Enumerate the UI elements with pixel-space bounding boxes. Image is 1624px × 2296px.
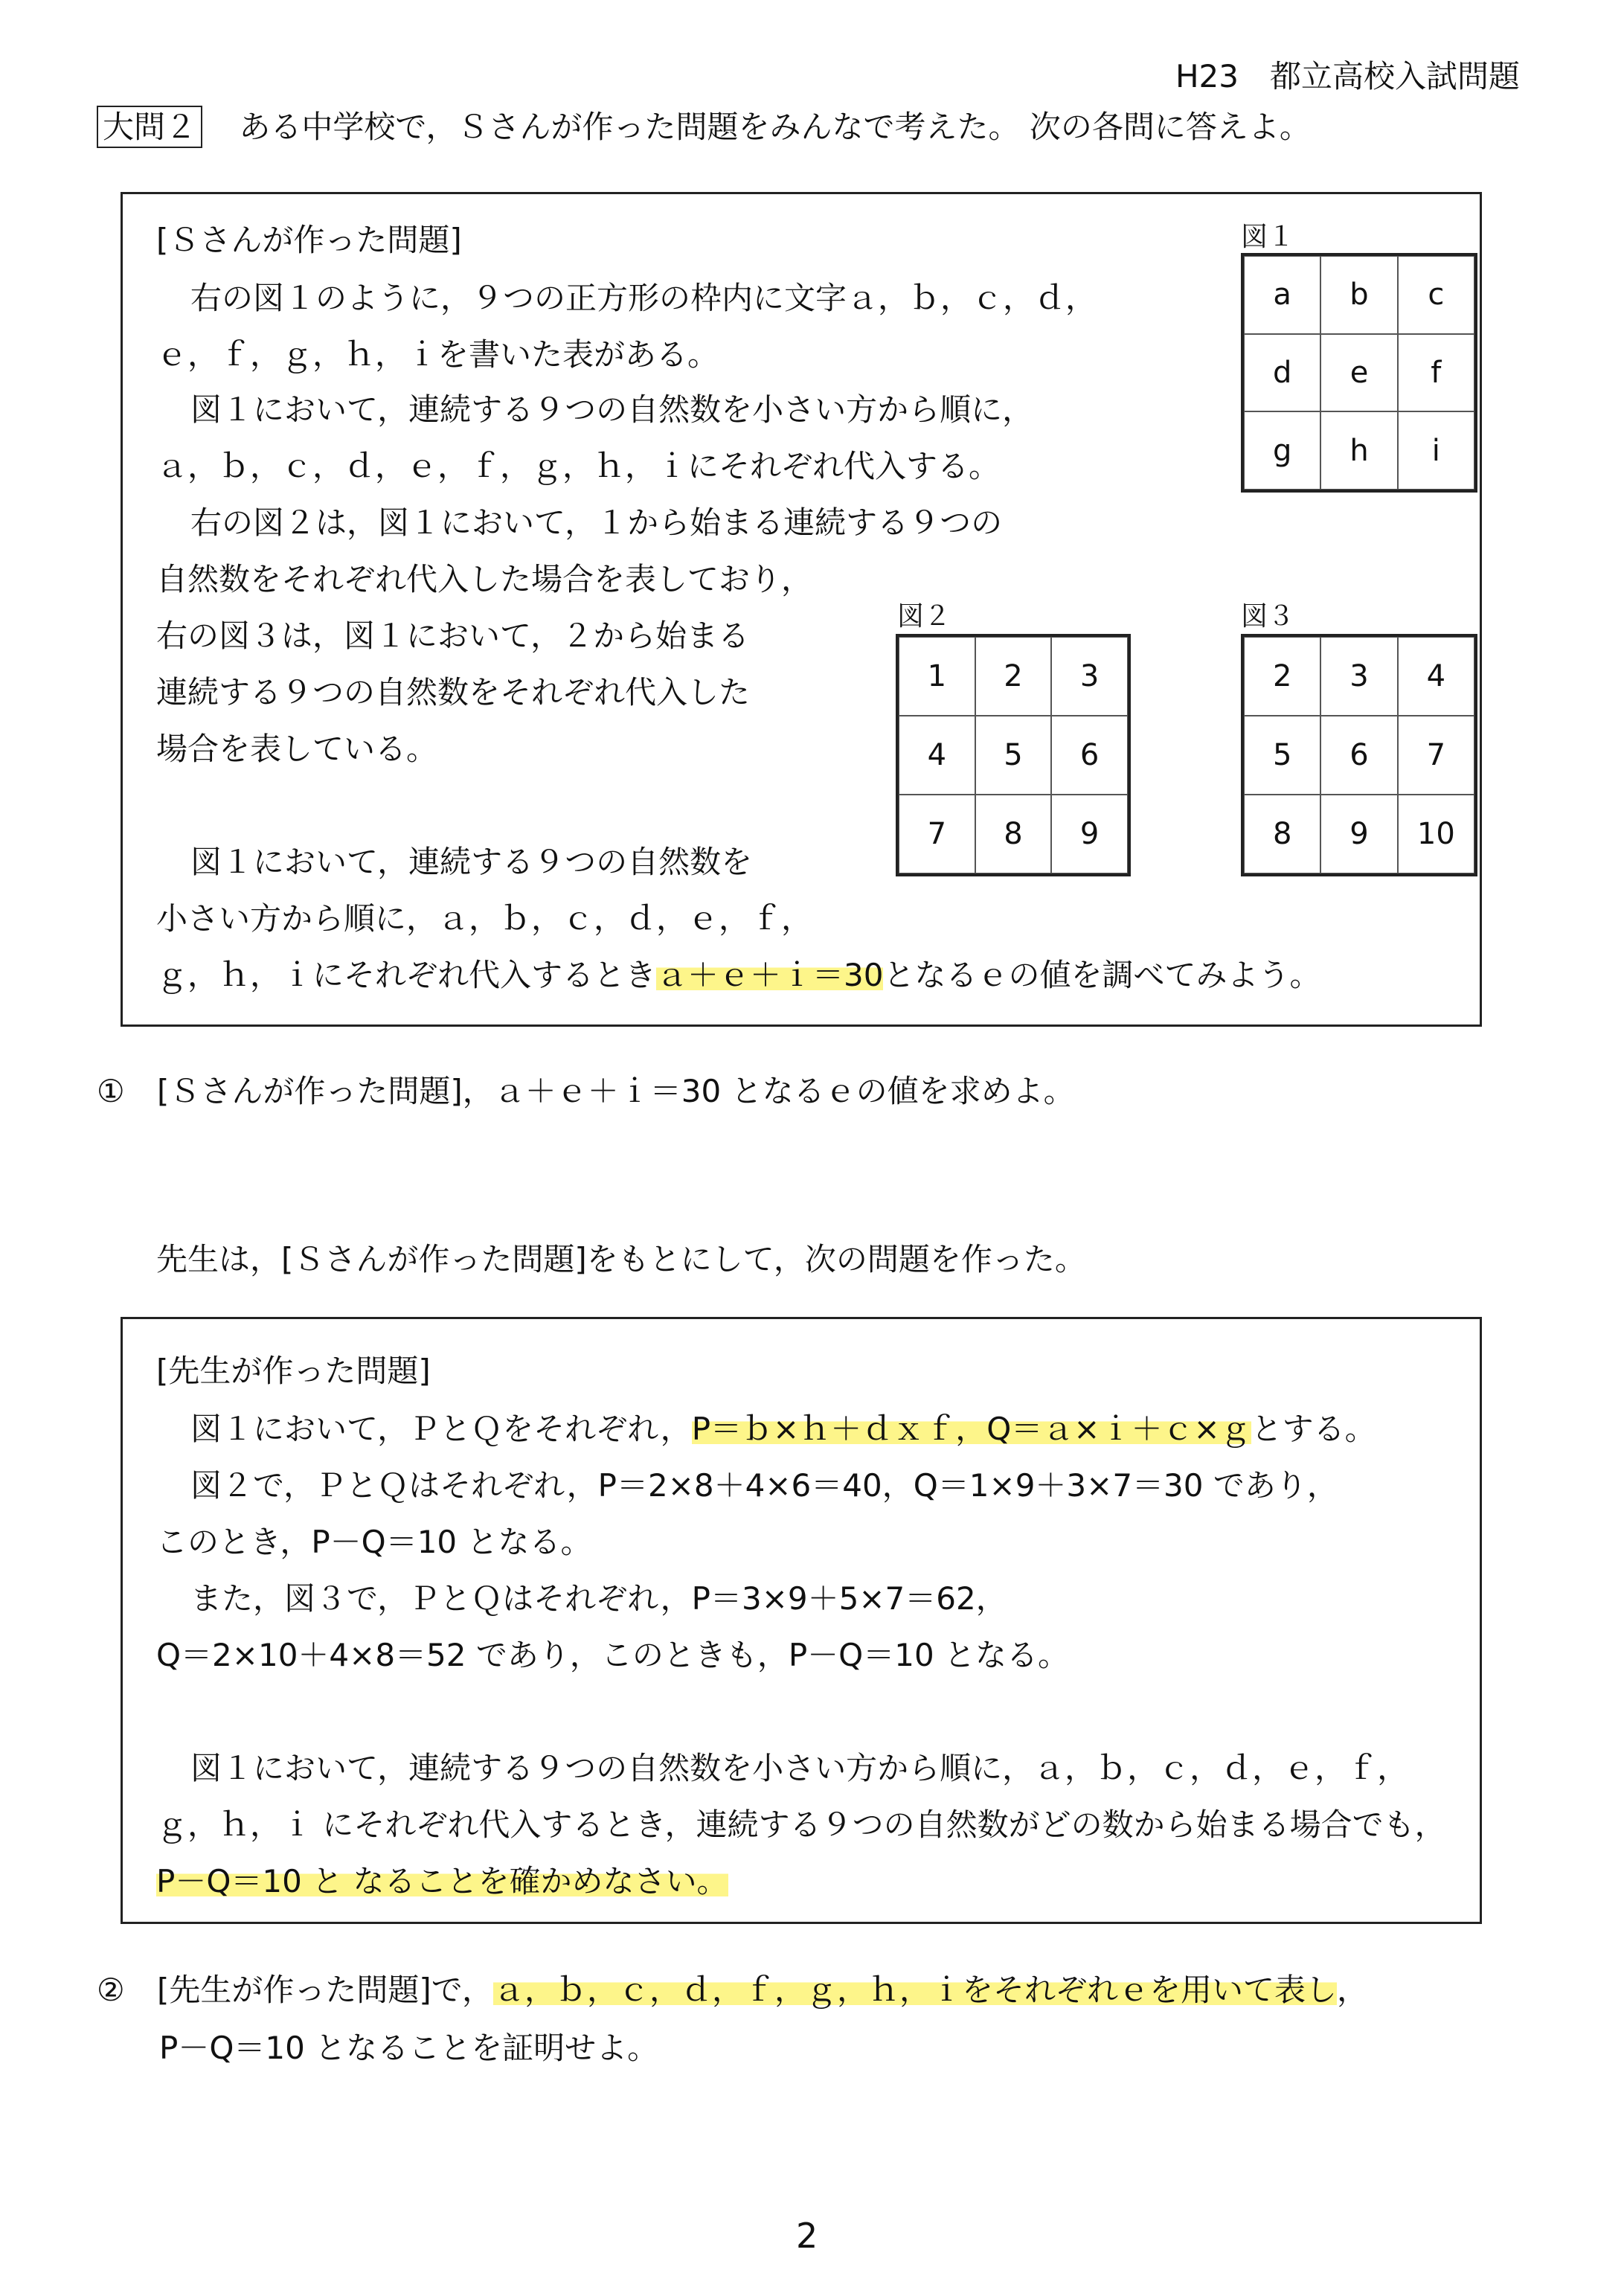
grid-cell: 6 (1320, 716, 1397, 795)
question-tag: 大問２ (97, 106, 202, 148)
question-2-pre: [先生が作った問題]で， (157, 1972, 493, 2008)
s-problem-line: ｅ，ｆ，ｇ，ｈ，ｉを書いた表がある。 (156, 336, 719, 373)
question-2-highlight: ａ，ｂ，ｃ，ｄ，ｆ，ｇ，ｈ，ｉをそれぞれｅを用いて表し (492, 1972, 1337, 2008)
grid-cell: 7 (1398, 716, 1474, 795)
line1-post: とする。 (1251, 1411, 1376, 1447)
grid-cell: b (1320, 256, 1397, 334)
grid-cell: a (1244, 256, 1320, 334)
teacher-problem-line: また，図３で，ＰとＱはそれぞれ，P＝3×9＋5×7＝62， (190, 1580, 1007, 1617)
s-problem-line: 図１において，連続する９つの自然数を小さい方から順に， (190, 391, 1034, 428)
grid-cell: 2 (975, 637, 1052, 716)
question-2-post: ， (1336, 1972, 1368, 2008)
grid-cell: 9 (1320, 795, 1397, 873)
teacher-intro: 先生は，[Ｓさんが作った問題]をもとにして，次の問題を作った。 (156, 1241, 1086, 1277)
teacher-problem-line: このとき，P－Q＝10 となる。 (156, 1524, 592, 1560)
s-problem-line: 小さい方から順に，ａ，ｂ，ｃ，ｄ，ｅ，ｆ， (156, 900, 813, 937)
highlighted-instruction: P－Q＝10 と なることを確かめなさい。 (156, 1863, 728, 1899)
s-problem-last-line (156, 957, 1321, 993)
teacher-problem-line: ｇ，ｈ，ｉ にそれぞれ代入するとき，連続する９つの自然数がどの数から始まる場合でも， (156, 1806, 1446, 1843)
grid-cell: 9 (1051, 795, 1128, 873)
question-2-number: ② (97, 1972, 125, 2008)
grid-cell: h (1320, 411, 1397, 490)
grid-cell: 2 (1244, 637, 1320, 716)
fig1-label: 図１ (1241, 222, 1295, 252)
s-problem-line: 場合を表している。 (156, 731, 438, 767)
s-problem-line: 右の図３は，図１において，２から始まる (156, 618, 750, 654)
highlighted-definition: P＝ｂ×ｈ＋ｄｘｆ，Q＝ａ×ｉ＋ｃ×ｇ (691, 1411, 1251, 1447)
section-intro (97, 109, 1311, 145)
highlighted-equation: ａ＋ｅ＋ｉ＝30 (656, 957, 884, 993)
teacher-problem-line: 図２で，ＰとＱはそれぞれ，P＝2×8＋4×6＝40，Q＝1×9＋3×7＝30 であり， (190, 1467, 1338, 1504)
grid-cell: 10 (1398, 795, 1474, 873)
teacher-problem-line-1 (190, 1411, 1376, 1447)
grid-cell: i (1398, 411, 1474, 490)
s-problem-line: 図１において，連続する９つの自然数を (190, 844, 753, 880)
grid-cell: f (1398, 334, 1474, 412)
grid-cell: 8 (1244, 795, 1320, 873)
question-1 (97, 1073, 1075, 1109)
teacher-problem-line: Q＝2×10＋4×8＝52 であり，このときも，P－Q＝10 となる。 (156, 1637, 1070, 1673)
last-line-pre: ｇ，ｈ，ｉにそれぞれ代入するとき (156, 957, 657, 993)
s-problem-line: ａ，ｂ，ｃ，ｄ，ｅ，ｆ，ｇ，ｈ，ｉにそれぞれ代入する。 (156, 448, 1001, 484)
grid-cell: g (1244, 411, 1320, 490)
fig2-grid (896, 634, 1131, 876)
grid-cell: e (1320, 334, 1397, 412)
teacher-problem-line: 図１において，連続する９つの自然数を小さい方から順に，ａ，ｂ，ｃ，ｄ，ｅ，ｆ， (190, 1750, 1409, 1786)
fig3-grid (1241, 634, 1477, 876)
fig3-label: 図３ (1241, 601, 1295, 632)
grid-cell: c (1398, 256, 1474, 334)
question-2-line-2: P－Q＝10 となることを証明せよ。 (159, 2030, 659, 2066)
s-problem-line: 右の図１のように，９つの正方形の枠内に文字ａ，ｂ，ｃ，ｄ， (190, 280, 1097, 316)
fig2-label: 図２ (897, 601, 951, 632)
s-problem-line: 右の図２は，図１において，１から始まる連続する９つの (190, 504, 1003, 541)
s-problem-line: 自然数をそれぞれ代入した場合を表しており， (156, 561, 813, 597)
grid-cell: d (1244, 334, 1320, 412)
grid-cell: 8 (975, 795, 1052, 873)
grid-cell: 4 (1398, 637, 1474, 716)
grid-cell: 5 (975, 716, 1052, 795)
question-1-text: [Ｓさんが作った問題]，ａ＋ｅ＋ｉ＝30 となるｅの値を求めよ。 (157, 1073, 1075, 1109)
exam-title: H23 都立高校入試問題 (1175, 58, 1520, 94)
last-line-post: となるｅの値を調べてみよう。 (883, 957, 1321, 993)
grid-cell: 3 (1051, 637, 1128, 716)
grid-cell: 7 (899, 795, 975, 873)
grid-cell: 1 (899, 637, 975, 716)
intro-text: ある中学校で，Ｓさんが作った問題をみんなで考えた。 次の各問に答えよ。 (239, 109, 1311, 145)
question-1-number: ① (97, 1073, 125, 1109)
grid-cell: 4 (899, 716, 975, 795)
question-2 (97, 1972, 1368, 2008)
page-number: 2 (796, 2216, 818, 2256)
grid-cell: 6 (1051, 716, 1128, 795)
grid-cell: 3 (1320, 637, 1397, 716)
grid-cell: 5 (1244, 716, 1320, 795)
fig1-grid (1241, 253, 1477, 493)
teacher-problem-line-8 (156, 1863, 728, 1899)
teacher-problem-heading: [先生が作った問題] (156, 1353, 431, 1389)
line1-pre: 図１において，ＰとＱをそれぞれ， (190, 1411, 692, 1447)
s-problem-heading: [Ｓさんが作った問題] (156, 222, 462, 258)
s-problem-line: 連続する９つの自然数をそれぞれ代入した (156, 674, 751, 711)
